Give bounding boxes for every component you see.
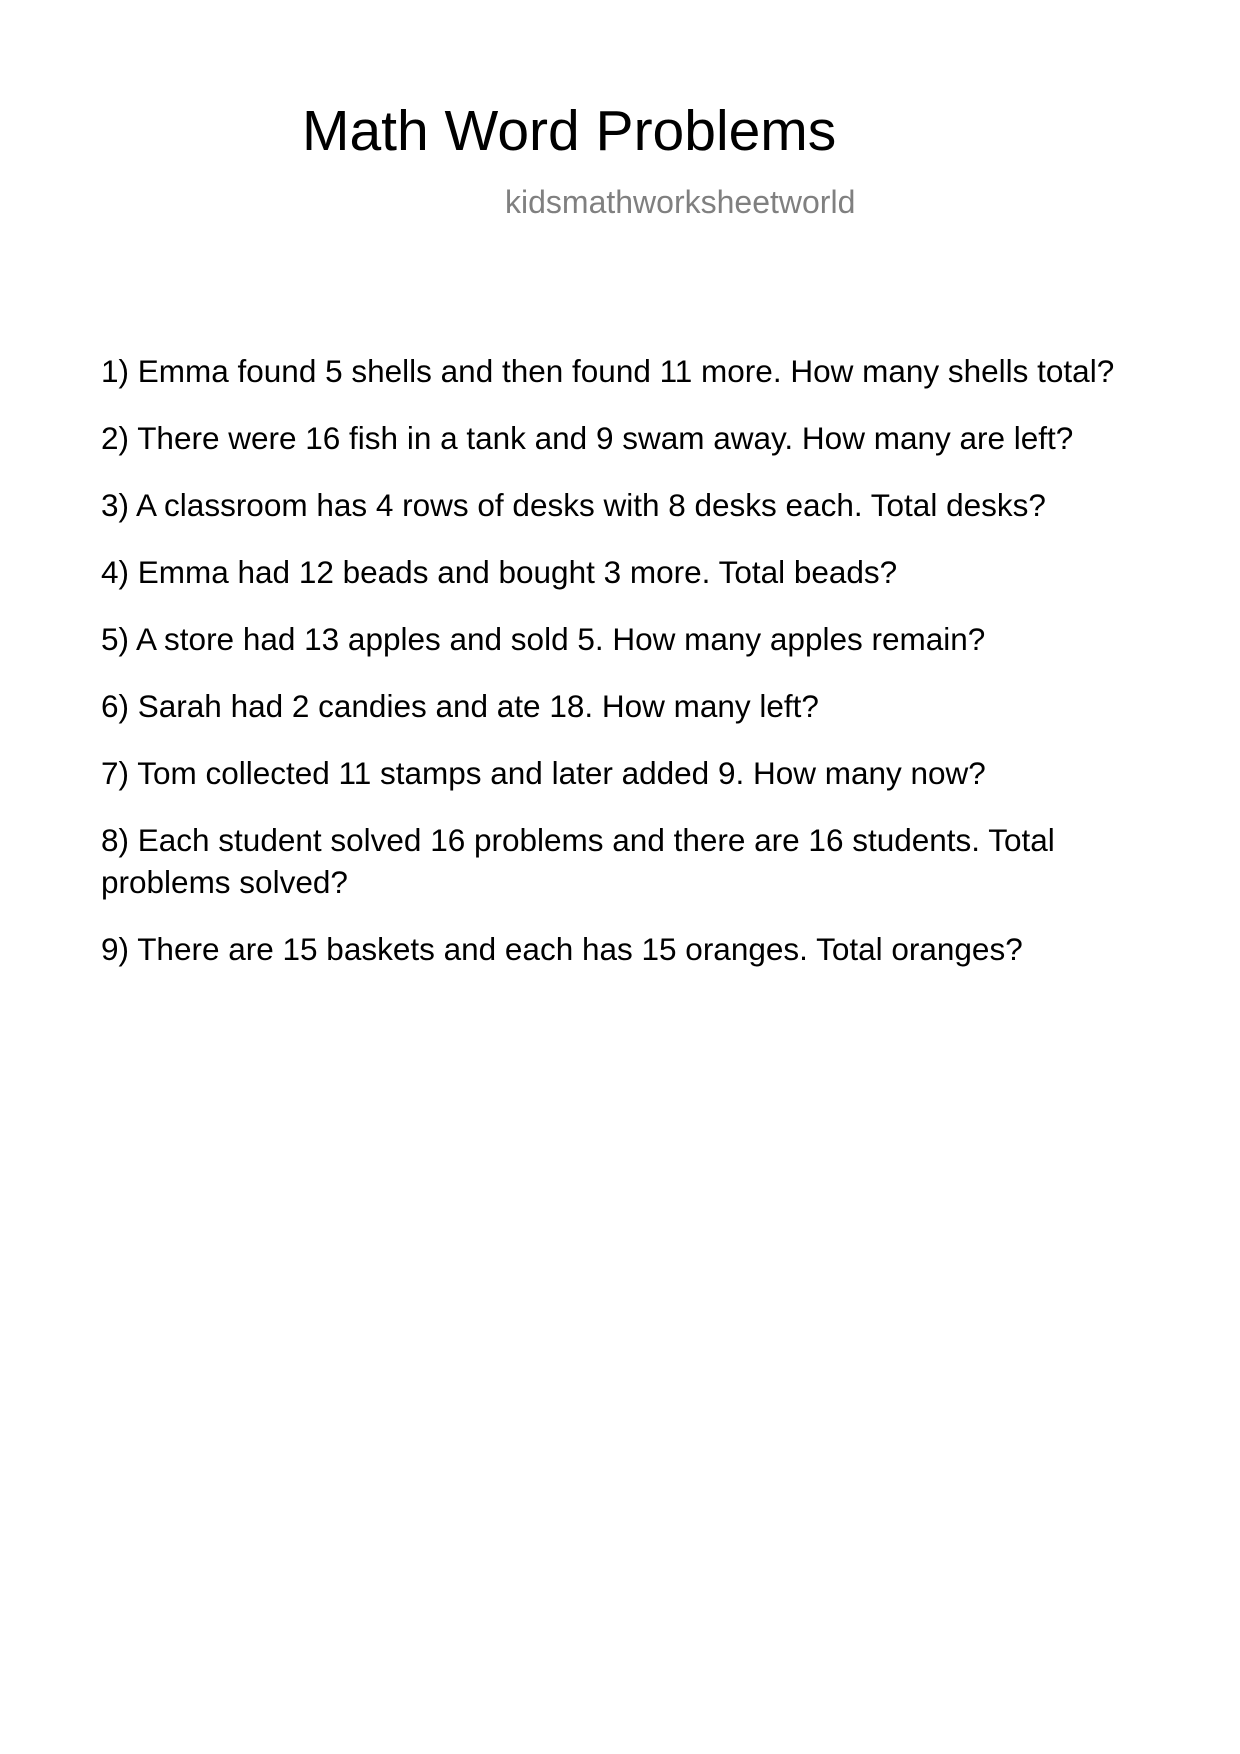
problem-item-1: 1) Emma found 5 shells and then found 11 more. How many shells total?: [101, 353, 1115, 389]
problem-item-4: 4) Emma had 12 beads and bought 3 more. Total beads?: [101, 554, 898, 590]
problem-item-9: 9) There are 15 baskets and each has 15 oranges. Total oranges?: [101, 931, 1023, 967]
problem-item-6: 6) Sarah had 2 candies and ate 18. How many left?: [101, 688, 819, 724]
problem-item-5: 5) A store had 13 apples and sold 5. How many apples remain?: [101, 621, 986, 657]
problem-item-2: 2) There were 16 fish in a tank and 9 swam away. How many are left?: [101, 420, 1074, 456]
site-credit: kidsmathworksheetworld: [505, 184, 856, 220]
page-title: Math Word Problems: [302, 99, 837, 163]
problem-item-7: 7) Tom collected 11 stamps and later added 9. How many now?: [101, 755, 986, 791]
problem-item-8: 8) Each student solved 16 problems and there are 16 students. Total problems solved?: [101, 822, 1055, 900]
problem-list: [101, 350, 1151, 995]
problem-item-3: 3) A classroom has 4 rows of desks with 8 desks each. Total desks?: [101, 487, 1046, 523]
